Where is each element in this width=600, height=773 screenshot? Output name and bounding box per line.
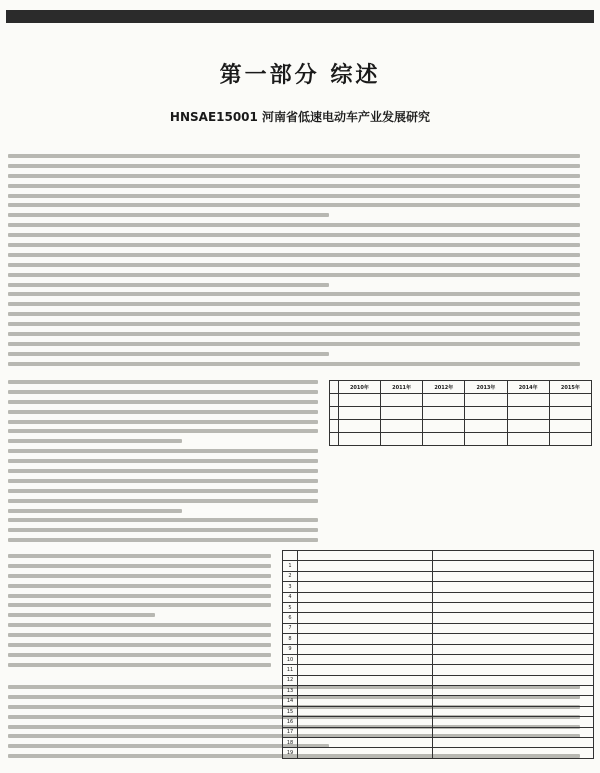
table-2-row <box>283 738 594 748</box>
table-1-year: 2010年 <box>338 381 380 394</box>
table-2-cell-no: 4 <box>283 592 298 602</box>
table-2-cell-note <box>433 696 594 706</box>
text-line <box>8 300 592 310</box>
body-text-left-column-lower <box>8 552 276 676</box>
text-line <box>8 320 592 330</box>
table-1-cell <box>381 433 423 446</box>
text-line <box>8 621 276 631</box>
table-1-year: 2014年 <box>507 381 549 394</box>
table-2-cell-no: 13 <box>283 686 298 696</box>
table-2-cell-company <box>298 571 433 581</box>
text-line <box>8 611 276 621</box>
body-text-top <box>8 152 592 377</box>
text-line <box>8 631 276 641</box>
table-2-cell-no: 10 <box>283 654 298 664</box>
table-1-cell <box>507 407 549 420</box>
text-line <box>8 378 324 388</box>
table-2-cell-note <box>433 613 594 623</box>
table-1-cell <box>381 420 423 433</box>
table-2-cell-note <box>433 561 594 571</box>
text-line <box>8 330 592 340</box>
text-line <box>8 651 276 661</box>
text-line <box>8 182 592 192</box>
text-line <box>8 536 324 546</box>
table-2-cell-note <box>433 717 594 727</box>
text-line <box>8 562 276 572</box>
text-line <box>8 447 324 457</box>
table-1-year: 2013年 <box>465 381 507 394</box>
table-2-cell-company <box>298 634 433 644</box>
table-1-cell <box>549 394 591 407</box>
table-2-cell-company <box>298 592 433 602</box>
table-2-cell-note <box>433 644 594 654</box>
paper-title: HNSAE15001 河南省低速电动车产业发展研究 <box>169 110 431 124</box>
table-2-cell-note <box>433 727 594 737</box>
text-line <box>8 582 276 592</box>
table-1-cell <box>507 420 549 433</box>
table-2-row <box>283 634 594 644</box>
text-line <box>8 398 324 408</box>
table-2-row <box>283 592 594 602</box>
table-1-cell <box>338 420 380 433</box>
table-1-cell <box>549 420 591 433</box>
table-1-cell <box>465 433 507 446</box>
text-line <box>8 350 592 360</box>
table-1-cell <box>549 433 591 446</box>
table-2-cell-note <box>433 582 594 592</box>
table-2-row <box>283 571 594 581</box>
text-line <box>8 552 276 562</box>
text-line <box>8 211 592 221</box>
table-2-cell-no: 6 <box>283 613 298 623</box>
text-line <box>8 192 592 202</box>
text-line <box>8 467 324 477</box>
table-2-row <box>283 623 594 633</box>
text-line <box>8 526 324 536</box>
table-2-cell-company <box>298 644 433 654</box>
table-2-cell-no: 19 <box>283 748 298 758</box>
text-line <box>8 340 592 350</box>
table-2-row <box>283 582 594 592</box>
table-1-cell <box>423 407 465 420</box>
table-2-cell-company <box>298 654 433 664</box>
table-2-cell-note <box>433 571 594 581</box>
table-1-year: 2012年 <box>423 381 465 394</box>
table-2-row <box>283 675 594 685</box>
text-line <box>8 241 592 251</box>
table-2-cell-company <box>298 727 433 737</box>
part-heading: 第一部分 综述 <box>219 62 381 88</box>
text-line <box>8 457 324 467</box>
table-2-row <box>283 665 594 675</box>
text-line <box>8 152 592 162</box>
table-1-year: 2015年 <box>549 381 591 394</box>
table-1-cell <box>507 433 549 446</box>
text-line <box>8 310 592 320</box>
table-1-row <box>330 394 592 407</box>
table-1-cell <box>338 394 380 407</box>
table-2-cell-no: 17 <box>283 727 298 737</box>
table-1 <box>329 378 592 446</box>
table-1-year: 2011年 <box>381 381 423 394</box>
table-1-cell <box>465 394 507 407</box>
table-2-cell-company <box>298 748 433 758</box>
body-text-left-column <box>8 378 324 546</box>
table-2-cell-no: 16 <box>283 717 298 727</box>
table-2-cell-no: 9 <box>283 644 298 654</box>
table-2-cell-no: 2 <box>283 571 298 581</box>
table-1-row <box>330 433 592 446</box>
table-2-cell-company <box>298 686 433 696</box>
table-2-cell-company <box>298 706 433 716</box>
table-1-row-label <box>330 407 339 420</box>
table-1-cell <box>507 394 549 407</box>
table-2-header-no <box>283 551 298 561</box>
text-line <box>8 360 592 370</box>
table-2-row <box>283 561 594 571</box>
table-2-row <box>283 706 594 716</box>
text-line <box>8 477 324 487</box>
table-2-cell-no: 1 <box>283 561 298 571</box>
table-1-cell <box>338 433 380 446</box>
table-2-row <box>283 686 594 696</box>
table-2-cell-note <box>433 748 594 758</box>
table-2-cell-company <box>298 738 433 748</box>
text-line <box>8 427 324 437</box>
text-line <box>8 418 324 428</box>
text-line <box>8 437 324 447</box>
text-line <box>8 592 276 602</box>
table-1-row-label <box>330 433 339 446</box>
text-line <box>8 221 592 231</box>
table-2-cell-note <box>433 675 594 685</box>
text-line <box>8 172 592 182</box>
table-2-row <box>283 696 594 706</box>
table-2-cell-note <box>433 654 594 664</box>
table-1-row-label <box>330 394 339 407</box>
table-2-cell-note <box>433 592 594 602</box>
table-2-row <box>283 602 594 612</box>
table-1-row-label <box>330 420 339 433</box>
table-2-cell-company <box>298 665 433 675</box>
text-line <box>8 516 324 526</box>
table-1-cell <box>549 407 591 420</box>
table-2-cell-note <box>433 686 594 696</box>
text-line <box>8 281 592 291</box>
text-line <box>8 261 592 271</box>
text-line <box>8 507 324 517</box>
table-2-cell-no: 8 <box>283 634 298 644</box>
table-2-cell-company <box>298 675 433 685</box>
table-2-cell-no: 15 <box>283 706 298 716</box>
table-1-row <box>330 420 592 433</box>
table-1-cell <box>423 394 465 407</box>
table-2-cell-company <box>298 561 433 571</box>
table-1-cell <box>338 407 380 420</box>
table-2-row <box>283 644 594 654</box>
table-2-cell-company <box>298 717 433 727</box>
table-2 <box>282 548 594 759</box>
table-2-cell-no: 12 <box>283 675 298 685</box>
table-2-cell-no: 7 <box>283 623 298 633</box>
table-2-row <box>283 727 594 737</box>
table-2-row <box>283 654 594 664</box>
table-2-cell-no: 14 <box>283 696 298 706</box>
text-line <box>8 290 592 300</box>
table-1-cell <box>423 433 465 446</box>
table-2-cell-company <box>298 613 433 623</box>
text-line <box>8 231 592 241</box>
table-2-cell-note <box>433 706 594 716</box>
table-2-cell-company <box>298 623 433 633</box>
text-line <box>8 601 276 611</box>
table-2-cell-company <box>298 696 433 706</box>
text-line <box>8 201 592 211</box>
table-1-cell <box>381 394 423 407</box>
table-2-cell-note <box>433 634 594 644</box>
text-line <box>8 271 592 281</box>
table-1-cell <box>381 407 423 420</box>
table-1-cell <box>423 420 465 433</box>
table-2-cell-no: 3 <box>283 582 298 592</box>
text-line <box>8 641 276 651</box>
table-2-cell-no: 18 <box>283 738 298 748</box>
table-1-row <box>330 407 592 420</box>
table-2-cell-note <box>433 665 594 675</box>
table-2-cell-note <box>433 738 594 748</box>
text-line <box>8 497 324 507</box>
table-2-header-company <box>298 551 433 561</box>
table-1-corner <box>330 381 339 394</box>
text-line <box>8 661 276 671</box>
text-line <box>8 487 324 497</box>
table-2-cell-note <box>433 602 594 612</box>
table-2-cell-no: 11 <box>283 665 298 675</box>
table-1-cell <box>465 407 507 420</box>
text-line <box>8 408 324 418</box>
running-header <box>6 10 594 23</box>
table-2-row <box>283 613 594 623</box>
table-1-cell <box>465 420 507 433</box>
table-2-row <box>283 748 594 758</box>
text-line <box>8 572 276 582</box>
table-2-header-note <box>433 551 594 561</box>
table-2-row <box>283 717 594 727</box>
text-line <box>8 388 324 398</box>
text-line <box>8 251 592 261</box>
table-2-cell-company <box>298 602 433 612</box>
table-2-cell-note <box>433 623 594 633</box>
table-2-cell-no: 5 <box>283 602 298 612</box>
text-line <box>8 162 592 172</box>
table-2-cell-company <box>298 582 433 592</box>
